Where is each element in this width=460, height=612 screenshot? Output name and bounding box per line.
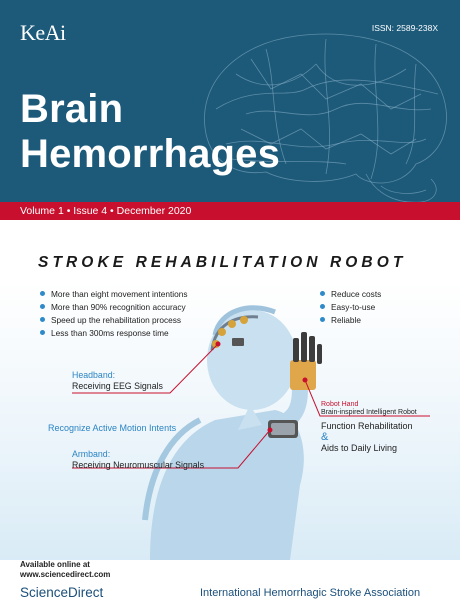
publisher-logo: KeAi bbox=[20, 20, 66, 45]
robot-hand-subtitle: Brain-inspired Intelligent Robot bbox=[321, 409, 417, 416]
armband-subtitle: Receiving Neuromuscular Signals bbox=[72, 460, 205, 470]
cover-illustration bbox=[0, 220, 460, 560]
list-item: Reliable bbox=[320, 314, 381, 327]
journal-title-line1: Brain bbox=[20, 87, 124, 131]
association-name: International Hemorrhagic Stroke Association bbox=[200, 587, 421, 599]
intent-label bbox=[48, 423, 176, 434]
availability-block bbox=[20, 560, 110, 601]
sciencedirect-logo: ScienceDirect bbox=[20, 585, 104, 600]
available-online-text: Available online at bbox=[20, 560, 90, 569]
list-item: Speed up the rehabilitation process bbox=[40, 314, 188, 327]
function-line: Function Rehabilitation bbox=[321, 421, 413, 431]
headband-title: Headband: bbox=[72, 370, 116, 380]
headband-subtitle: Receiving EEG Signals bbox=[72, 381, 163, 391]
list-item: Easy-to-use bbox=[320, 301, 381, 314]
list-item: More than eight movement intentions bbox=[40, 288, 188, 301]
volume-issue-date: Volume 1 • Issue 4 • December 2020 bbox=[20, 205, 192, 217]
cover-header bbox=[0, 0, 460, 202]
journal-title-line2: Hemorrhages bbox=[20, 132, 281, 176]
list-item: More than 90% recognition accuracy bbox=[40, 301, 188, 314]
headband-label bbox=[72, 370, 163, 392]
issn-text: ISSN: 2589-238X bbox=[371, 23, 438, 33]
armband-title: Armband: bbox=[72, 449, 111, 459]
list-item: Reduce costs bbox=[320, 288, 381, 301]
illustration-title: STROKE REHABILITATION ROBOT bbox=[38, 254, 407, 271]
list-item: Less than 300ms response time bbox=[40, 327, 188, 340]
sciencedirect-url: www.sciencedirect.com bbox=[20, 570, 111, 579]
journal-title bbox=[20, 87, 280, 177]
function-label bbox=[321, 421, 413, 454]
armband-label bbox=[72, 449, 204, 471]
ampersand-text: & bbox=[321, 431, 329, 443]
robot-hand-title: Robot Hand bbox=[321, 401, 359, 408]
intent-text: Recognize Active Motion Intents bbox=[48, 423, 177, 433]
issue-bar bbox=[0, 202, 460, 220]
robot-hand-label bbox=[321, 401, 417, 417]
bullet-list-right bbox=[320, 288, 381, 327]
bullet-list-left bbox=[40, 288, 188, 340]
daily-line: Aids to Daily Living bbox=[321, 443, 398, 453]
